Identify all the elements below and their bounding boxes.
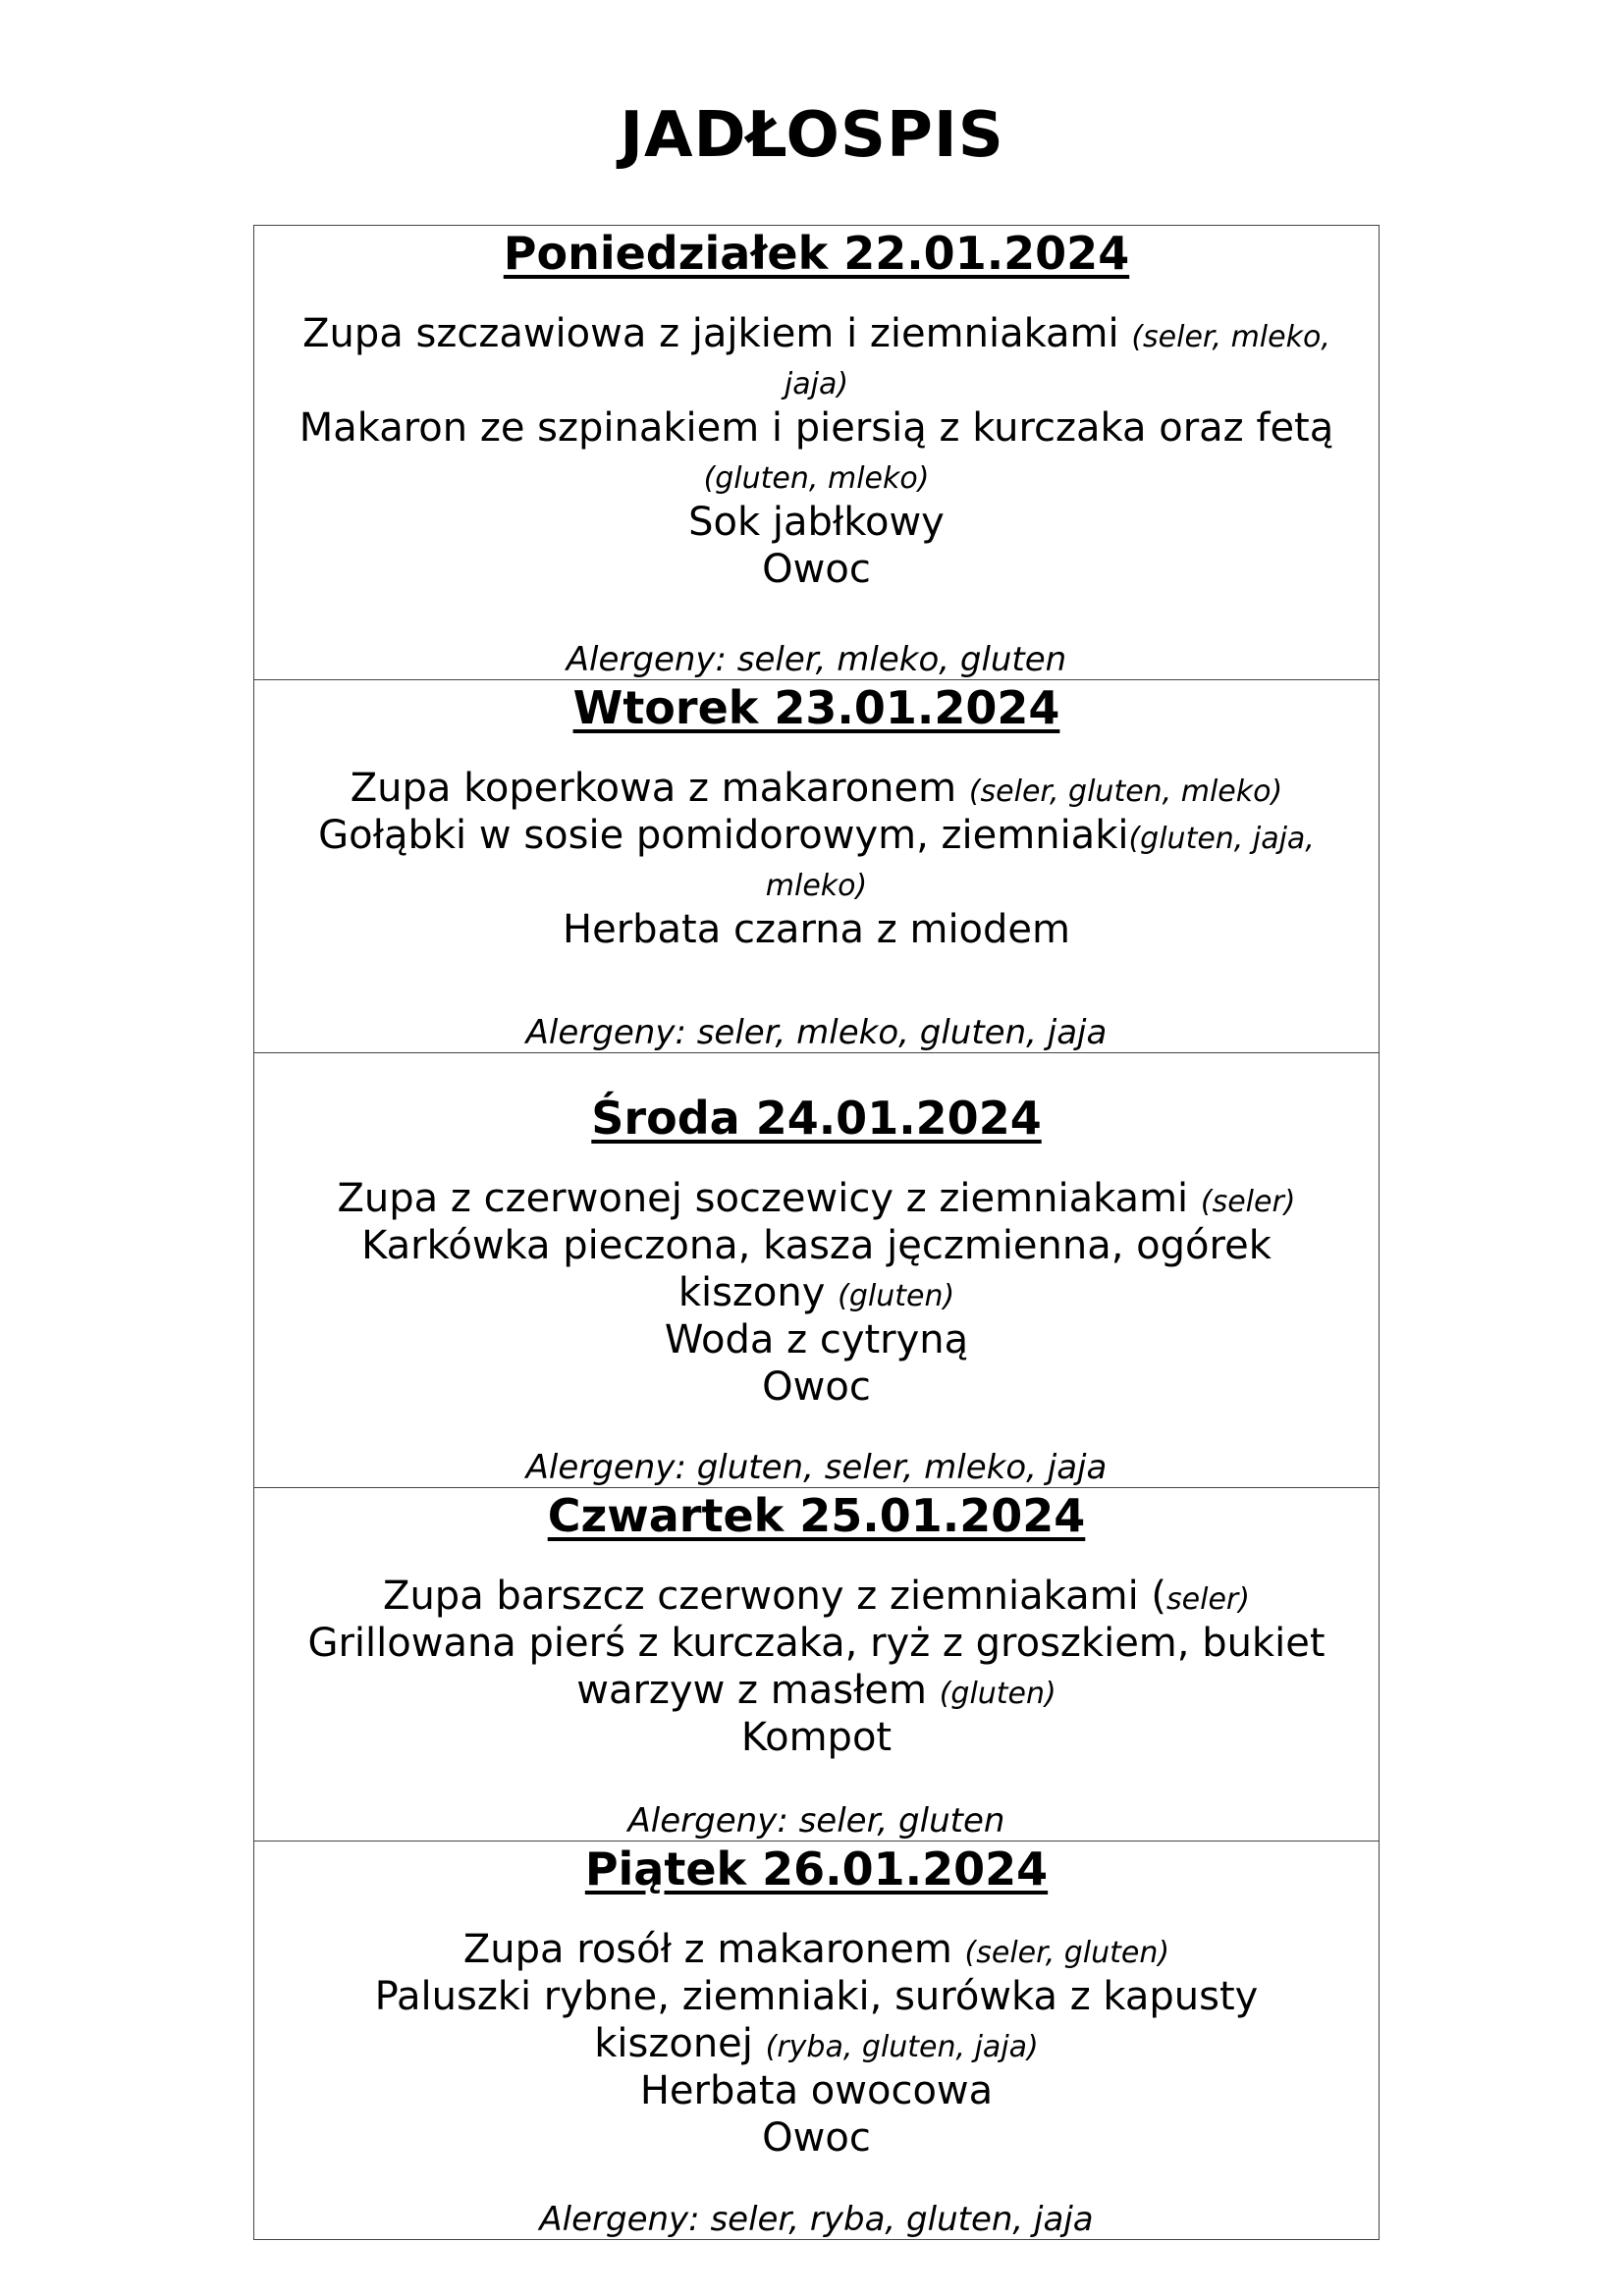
day-header: Poniedziałek 22.01.2024 (503, 227, 1130, 280)
dish (254, 404, 1379, 499)
day-header: Środa 24.01.2024 (591, 1092, 1042, 1145)
dish-name: Gołąbki w sosie pomidorowym, ziemniaki (318, 813, 1129, 858)
dish-name: Zupa koperkowa z makaronem (350, 766, 969, 811)
allergens-summary: Alergeny: seler, mleko, gluten, jaja (525, 1013, 1108, 1052)
dish-list (254, 765, 1379, 953)
dish (254, 906, 1379, 953)
dish (254, 1175, 1379, 1222)
dish (254, 812, 1379, 906)
dish-list (254, 1926, 1379, 2162)
dish (254, 2114, 1379, 2162)
dish-name: Owoc (762, 1364, 871, 1410)
dish (254, 1573, 1379, 1620)
day-monday (254, 226, 1379, 680)
dish (254, 499, 1379, 546)
dish-allergens: (seler) (1200, 1185, 1296, 1219)
dish-name: Owoc (762, 2115, 871, 2161)
dish-name: Makaron ze szpinakiem i piersią z kurczaka oraz fetą (298, 405, 1334, 451)
dish (254, 1363, 1379, 1411)
dish-allergens: (gluten, jaja, mleko) (765, 822, 1315, 903)
dish-name: Owoc (762, 547, 871, 592)
page-title: JADŁOSPIS (620, 99, 1004, 172)
dish (254, 2067, 1379, 2114)
day-wednesday (254, 1053, 1379, 1488)
dish (254, 1973, 1379, 2067)
dish-list (254, 310, 1379, 593)
dish-name: Woda z cytryną (664, 1317, 969, 1362)
day-friday (254, 1842, 1379, 2239)
dish-list (254, 1175, 1379, 1411)
dish (254, 1222, 1379, 1316)
dish-name: Sok jabłkowy (688, 500, 945, 545)
day-header: Wtorek 23.01.2024 (572, 681, 1060, 734)
dish (254, 1714, 1379, 1761)
dish-allergens: (seler, gluten) (964, 1936, 1170, 1970)
dish-list (254, 1573, 1379, 1761)
allergens-summary: Alergeny: seler, gluten (627, 1801, 1005, 1841)
menu-table (253, 225, 1380, 2240)
dish-allergens: seler) (1166, 1582, 1250, 1617)
dish-allergens: (seler, gluten, mleko) (968, 774, 1283, 809)
day-header: Czwartek 25.01.2024 (547, 1489, 1086, 1542)
dish-name: Karkówka pieczona, kasza jęczmienna, ogórek kiszony (361, 1223, 1272, 1315)
dish-allergens: (seler, mleko, jaja) (784, 320, 1330, 401)
dish-name: Grillowana pierś z kurczaka, ryż z groszkiem, bukiet warzyw z masłem (307, 1621, 1326, 1713)
dish-allergens: (gluten, mleko) (703, 461, 930, 496)
dish-name: Zupa z czerwonej soczewicy z ziemniakami (337, 1176, 1201, 1221)
allergens-summary: Alergeny: seler, mleko, gluten (566, 640, 1067, 679)
dish (254, 1316, 1379, 1363)
dish (254, 765, 1379, 812)
dish-name: Paluszki rybne, ziemniaki, surówka z kapusty kiszonej (374, 1974, 1259, 2066)
dish-name: Herbata owocowa (639, 2068, 994, 2113)
dish (254, 1620, 1379, 1714)
dish (254, 546, 1379, 593)
dish-name: Herbata czarna z miodem (563, 907, 1070, 952)
dish-allergens: (ryba, gluten, jaja) (765, 2030, 1039, 2064)
dish (254, 1926, 1379, 1973)
dish-allergens: (gluten) (939, 1677, 1056, 1711)
day-tuesday (254, 680, 1379, 1053)
day-header: Piątek 26.01.2024 (584, 1842, 1049, 1896)
dish-allergens: (gluten) (838, 1279, 955, 1313)
allergens-summary: Alergeny: gluten, seler, mleko, jaja (525, 1448, 1108, 1487)
dish (254, 310, 1379, 404)
day-thursday (254, 1488, 1379, 1842)
dish-name: Zupa szczawiowa z jajkiem i ziemniakami (302, 311, 1132, 356)
dish-name: Kompot (740, 1715, 893, 1760)
dish-name: Zupa rosół z makaronem (462, 1927, 965, 1972)
allergens-summary: Alergeny: seler, ryba, gluten, jaja (539, 2200, 1094, 2239)
dish-name: Zupa barszcz czerwony z ziemniakami ( (383, 1574, 1167, 1619)
